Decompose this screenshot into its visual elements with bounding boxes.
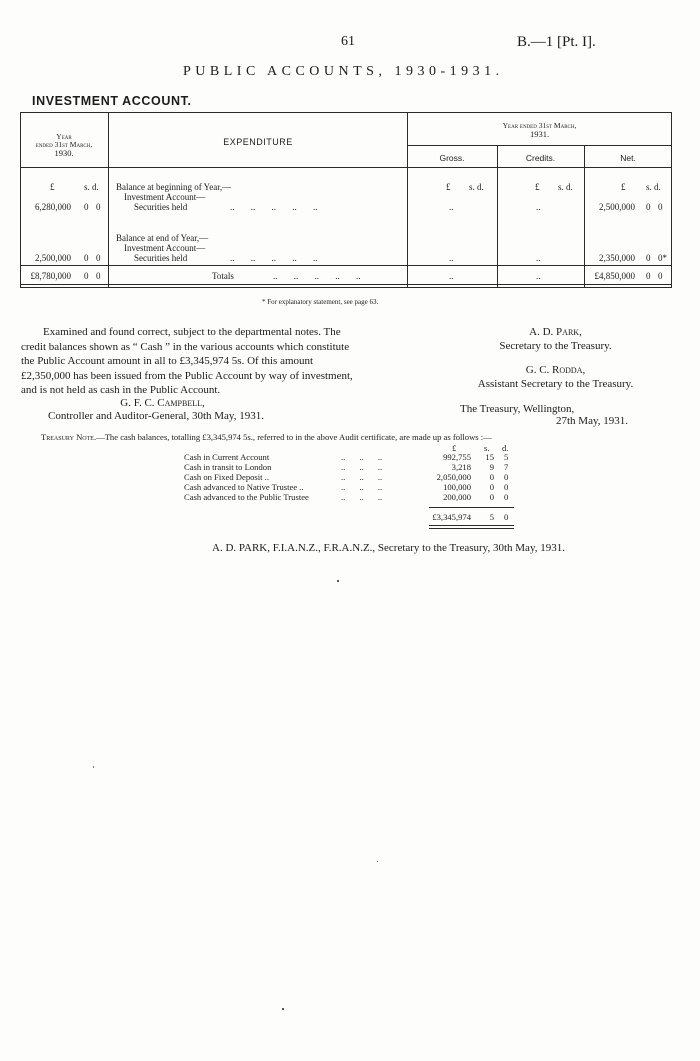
row2-desc-l3: Securities held	[134, 253, 188, 263]
prev-sd-label: s. d.	[84, 182, 99, 192]
cash-item-s: 0	[489, 492, 494, 502]
header-prev-year-l2: ended 31st March,	[35, 140, 93, 149]
cash-item-s: 15	[485, 452, 494, 462]
table-bottom-double-rule	[20, 287, 672, 288]
cash-item-label: Cash advanced to the Public Trustee	[184, 492, 309, 502]
header-prev-year-l3: 1930.	[54, 148, 74, 158]
treasury-date: 27th May, 1931.	[556, 415, 629, 427]
final-signature: A. D. PARK, F.I.A.N.Z., F.R.A.N.Z., Secretary to the Treasury, 30th May, 1931.	[212, 542, 565, 554]
row1-gross: ..	[449, 202, 454, 212]
audit-certificate	[21, 325, 353, 398]
cash-total-s: 5	[489, 512, 494, 522]
row1-prev-s: 0	[84, 202, 89, 212]
investment-account-table	[20, 112, 672, 295]
gross-sd-label: s. d.	[469, 182, 484, 192]
header-curr-year-l2: 1931.	[529, 129, 550, 139]
totals-label: Totals	[212, 271, 234, 281]
header-credits: Credits.	[525, 153, 556, 163]
col-rule-gross	[497, 146, 498, 288]
row2-leader-dots: .. .. .. .. ..	[230, 253, 318, 263]
totals-leader-dots: .. .. .. .. ..	[273, 271, 361, 281]
row2-desc-l2: Investment Account—	[124, 243, 206, 253]
row2-prev-s: 0	[84, 253, 89, 263]
cash-breakdown-table	[184, 443, 524, 538]
row1-credits: ..	[536, 202, 541, 212]
row2-gross: ..	[449, 253, 454, 263]
totals-prev-d: 0	[96, 271, 101, 281]
header-curr-year-l1: Year ended 31st March,	[502, 121, 577, 130]
row2-prev-d: 0	[96, 253, 101, 263]
credits-pound-label: £	[535, 182, 540, 192]
cash-item-s: 0	[489, 472, 494, 482]
cash-total-top-rule	[429, 507, 514, 508]
cash-item-label: Cash on Fixed Deposit ..	[184, 472, 269, 482]
cash-total-bottom-rule	[429, 525, 514, 526]
cash-item-dots: .. .. ..	[341, 472, 383, 482]
cash-s-header: s.	[484, 443, 490, 453]
row1-desc-l3: Securities held	[134, 202, 188, 212]
totals-credits: ..	[536, 271, 541, 281]
cash-item-d: 7	[504, 462, 509, 472]
header-bottom-rule	[20, 167, 672, 168]
row1-prev-amount: 6,280,000	[35, 202, 71, 212]
totals-gross: ..	[449, 271, 454, 281]
row2-net-amount: 2,350,000	[599, 253, 635, 263]
row2-prev-amount: 2,500,000	[35, 253, 71, 263]
net-pound-label: £	[621, 182, 626, 192]
audit-line: Examined and found correct, subject to the departmental notes. The	[43, 326, 341, 338]
header-gross: Gross.	[439, 153, 465, 163]
credits-sd-label: s. d.	[558, 182, 573, 192]
treasury-place: The Treasury, Wellington,	[460, 403, 575, 415]
totals-prev-s: 0	[84, 271, 89, 281]
row1-desc-l2: Investment Account—	[124, 192, 206, 202]
cash-item-dots: .. .. ..	[341, 452, 383, 462]
cash-item-pounds: 100,000	[443, 482, 471, 492]
row1-net-amount: 2,500,000	[599, 202, 635, 212]
cash-item-label: Cash advanced to Native Trustee ..	[184, 482, 304, 492]
row1-net-s: 0	[646, 202, 651, 212]
audit-line: £2,350,000 has been issued from the Public Account by way of investment,	[21, 369, 353, 382]
row1-leader-dots: .. .. .. .. ..	[230, 202, 318, 212]
cash-item-pounds: 200,000	[443, 492, 471, 502]
row2-credits: ..	[536, 253, 541, 263]
row1-net-d: 0	[658, 202, 663, 212]
row2-net-s: 0	[646, 253, 651, 263]
audit-line: credit balances shown as “ Cash ” in the various accounts which constitute	[21, 340, 350, 353]
row1-desc-l1: Balance at beginning of Year,—	[116, 182, 232, 192]
table-top-rule	[20, 112, 672, 113]
header-prev-year-l1: Year	[56, 132, 72, 141]
totals-top-rule	[20, 265, 672, 266]
cash-item-pounds: 3,218	[451, 462, 471, 472]
cash-item-s: 0	[489, 482, 494, 492]
secretary-name: A. D. Park,	[529, 326, 582, 338]
page-title: PUBLIC ACCOUNTS, 1930-1931.	[183, 64, 504, 79]
totals-net-d: 0	[658, 271, 663, 281]
cash-item-d: 0	[504, 482, 509, 492]
scan-speck	[282, 1008, 284, 1010]
gross-pound-label: £	[446, 182, 451, 192]
document-reference: B.—1 [Pt. I].	[517, 34, 596, 50]
scan-speck	[93, 766, 94, 768]
header-subrule	[407, 145, 672, 146]
audit-line: and is not held as cash in the Public Account.	[21, 384, 221, 396]
prev-pound-label: £	[50, 182, 55, 192]
assistant-secretary-name: G. C. Rodda,	[525, 364, 586, 376]
cash-total-pounds: £3,345,974	[432, 512, 471, 522]
totals-net-s: 0	[646, 271, 651, 281]
secretary-title: Secretary to the Treasury.	[499, 340, 612, 352]
cash-d-header: d.	[502, 443, 509, 453]
table-footnote: * For explanatory statement, see page 63.	[262, 298, 379, 306]
page-number: 61	[341, 34, 355, 49]
treasury-note-label: Treasury Note.	[41, 432, 97, 442]
audit-line: the Public Account amount in all to £3,345,974 5s. Of this amount	[21, 355, 314, 367]
section-title: INVESTMENT ACCOUNT.	[32, 94, 192, 108]
cash-item-dots: .. .. ..	[341, 492, 383, 502]
scan-speck	[337, 580, 339, 582]
totals-prev-amount: £8,780,000	[30, 271, 71, 281]
row1-prev-d: 0	[96, 202, 101, 212]
cash-item-d: 0	[504, 472, 509, 482]
cash-item-dots: .. .. ..	[341, 462, 383, 472]
col-rule-credits	[584, 146, 585, 288]
treasury-note-text: —The cash balances, totalling £3,345,974 5s., referred to in the above Audit certificate, are made up as follows :—	[96, 432, 492, 442]
cash-total-double-rule	[429, 528, 514, 529]
row2-desc-l1: Balance at end of Year,—	[116, 233, 209, 243]
cash-item-label: Cash in transit to London	[184, 462, 272, 472]
cash-item-d: 0	[504, 492, 509, 502]
row2-net-d: 0*	[658, 253, 667, 263]
cash-pound-header: £	[452, 443, 457, 453]
header-expenditure: EXPENDITURE	[223, 137, 293, 147]
cash-item-label: Cash in Current Account	[184, 452, 270, 462]
cash-item-d: 5	[504, 452, 509, 462]
cash-total-d: 0	[504, 512, 509, 522]
scan-speck	[377, 861, 378, 862]
cash-item-s: 9	[489, 462, 494, 472]
table-bottom-rule	[20, 284, 672, 285]
net-sd-label: s. d.	[646, 182, 661, 192]
cash-item-pounds: 992,755	[443, 452, 471, 462]
auditor-name: G. F. C. Campbell,	[120, 397, 205, 409]
cash-item-pounds: 2,050,000	[436, 472, 471, 482]
cash-item-dots: .. .. ..	[341, 482, 383, 492]
totals-net-amount: £4,850,000	[594, 271, 635, 281]
header-net: Net.	[620, 153, 636, 163]
treasury-note	[41, 432, 492, 442]
assistant-secretary-title: Assistant Secretary to the Treasury.	[477, 378, 634, 390]
auditor-title: Controller and Auditor-General, 30th May, 1931.	[48, 410, 264, 422]
